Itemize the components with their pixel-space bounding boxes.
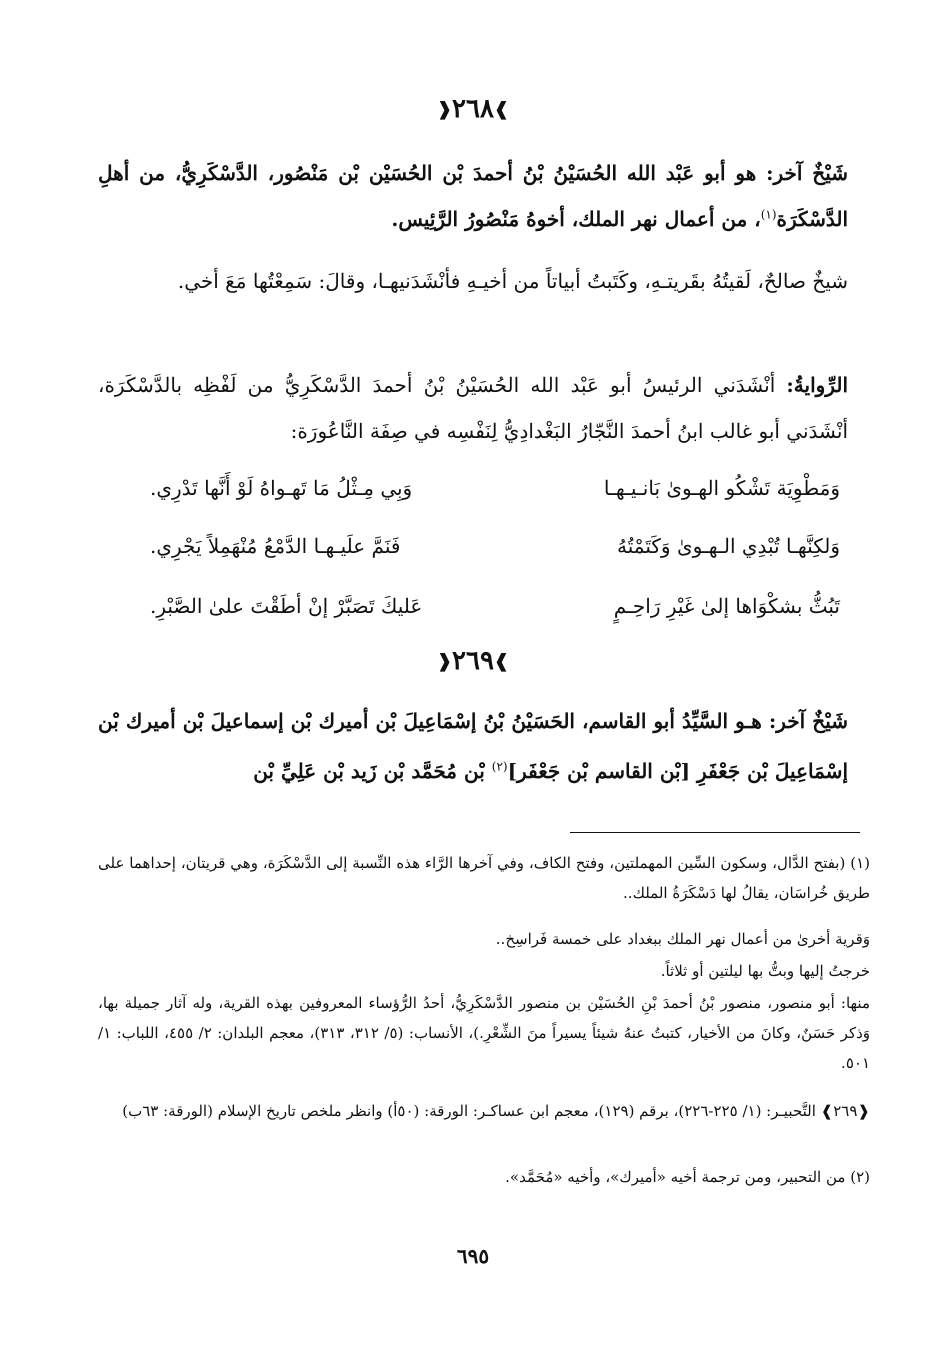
heading-lead: شَيْخٌ آخر: — [766, 161, 848, 185]
footnote-1-continued: منها: أبو منصور، منصور بْنُ أحمدَ بْنِ الحُسَيْن بن منصور الدَّسْكَرِيُّ، أحدُ الرُّؤساء المعروفين بهذه القرية، وله آثار جميلة بها، وَذكر حَسَنٌ، وكانَ من الأخيار، كتبتُ عنهُ شيئاً يسيراً منَ الشِّعْرِ.)، الأنساب: (٥/ ٣١٢، ٣١٣)، معجم البلدان: ٢/ ٤٥٥، اللباب: ١/ ٥٠١. — [98, 994, 871, 1072]
verse-second-hemistich: فَنَمَّ علَيـهـا الدَّمْعُ مُنْهَمِلاً يَجْرِي. — [150, 534, 401, 558]
footnote-ref-1: (١) — [760, 207, 777, 222]
heading-text: هـو السَّيِّدُ أبو القاسم، الحَسَيْنُ بْنُ إسْمَاعِيلَ بْن أميرك بْن إسماعيلَ بْن أميرك بْن إسْمَاعِيلَ بْن جَعْفَرِ [بْن القاسم بْن جَعْفَر] — [98, 709, 848, 783]
ornament-icon: ❱ — [493, 651, 510, 672]
footnote-1-continued: خرجتُ إليها وبتُّ بها ليلتين أو ثلاثاً. — [660, 962, 870, 980]
verse-second-hemistich: وَبِي مِـثْلُ مَا تَهـواهُ لَوْ أَنَّها تَدْرِي. — [150, 476, 413, 500]
verse-first-hemistich: وَمَطْوِيَة تَشْكُو الهـوىٰ بَانـيـهـا — [603, 476, 840, 500]
verse-first-hemistich: تَبُثُّ بشكْوَاها إلىٰ غَيْرِ رَاحِـمٍ — [613, 594, 840, 618]
page-number: ٦٩٥ — [456, 1244, 490, 1268]
footnote-1: (١) (بفتح الدَّال، وسكون السِّين المهملتين، وفتح الكاف، وفي آخرها الرَّاء هذه النِّسبة إلى الدَّسْكَرَة، وهي قريتان، إحداهما على طريق خُراسَان، يقالُ لها دَسْكَرَةُ الملك.. — [98, 854, 870, 902]
footnote-1-continued: وَقرية أخرىٰ من أعمال نهر الملك ببغداد على خمسة فَراسِخ.. — [495, 930, 870, 948]
footnote-entry-269-sources: ❰٢٦٩❱ التَّحبيـر: (١/ ٢٢٥-٢٢٦)، برقم (١٢٩)، معجم ابن عساكـر: الورقة: (٥٠أ) وانظر ملخص تاريخ الإسلام (الورقة: ٦٣ب) — [122, 1102, 870, 1120]
heading-tail: ، من أعمال نهر الملك، أخوهُ مَنْصُورُ الرَّئِيس. — [391, 207, 761, 231]
ornament-icon: ❰ — [436, 99, 453, 120]
entry-number-text: ٢٦٨ — [452, 94, 494, 124]
entry-268-heading — [98, 150, 848, 242]
heading-lead: شَيْخٌ آخر: — [768, 709, 848, 733]
footnote-separator — [570, 832, 860, 833]
entry-number-269 — [0, 644, 946, 679]
verse-first-hemistich: وَلكِنَّهـا تُبْدِي الـهـوىٰ وَكَتَمْتُهُ — [617, 534, 840, 558]
entry-268-description: شيخٌ صالحٌ، لَقيتُهُ بقَريتـهِ، وكَتَبتُ أبياتاً من أخيـهِ فأنْشَدَنيهـا، وقالَ: سَمِعْتُها مَعَ أخي. — [177, 269, 848, 293]
entry-269-heading — [98, 696, 848, 796]
verse-line — [150, 526, 840, 566]
heading-text: هو أبو عَبْد الله الحُسَيْنُ بْنُ أحمدَ بْن الحُسَيْن بْن مَنْصُور، الدَّسْكَرِيُّ، من أهلِ الدَّسْكَرَة — [98, 161, 848, 231]
heading-tail: بْن مُحَمَّد بْن زَيد بْن عَلِيِّ بْن — [253, 759, 492, 783]
entry-number-text: ٢٦٩ — [452, 646, 494, 676]
entry-268-riwaya — [98, 362, 848, 454]
riwaya-lead: الرِّوايةُ: — [786, 373, 848, 397]
footnote-2: (٢) من التحبير، ومن ترجمة أخيه «أميرك»، وأخيه «مُحَمَّد». — [505, 1168, 870, 1186]
entry-number-268 — [0, 92, 946, 127]
ornament-icon: ❱ — [493, 99, 510, 120]
riwaya-text: أنْشَدَني الرئيسُ أبو عَبْد الله الحُسَيْنُ بْنُ أحمدَ الدَّسْكَرِيُّ من لَفْظِه بالدَّسْكَرَة، أنْشَدَني أبو غالب ابنُ أحمدَ النَّجّارُ البَغْدادِيُّ لِنَفْسِه في صِفَة النَّاعُورَة: — [98, 373, 848, 443]
ornament-icon: ❰ — [436, 651, 453, 672]
verse-line — [150, 468, 840, 508]
verse-line — [150, 586, 840, 626]
footnote-ref-2: (٢) — [491, 759, 508, 774]
verse-second-hemistich: عَليكَ تَصَبَّرْ إنْ أطَقْتَ علىٰ الصَّبْرِ. — [150, 594, 423, 618]
